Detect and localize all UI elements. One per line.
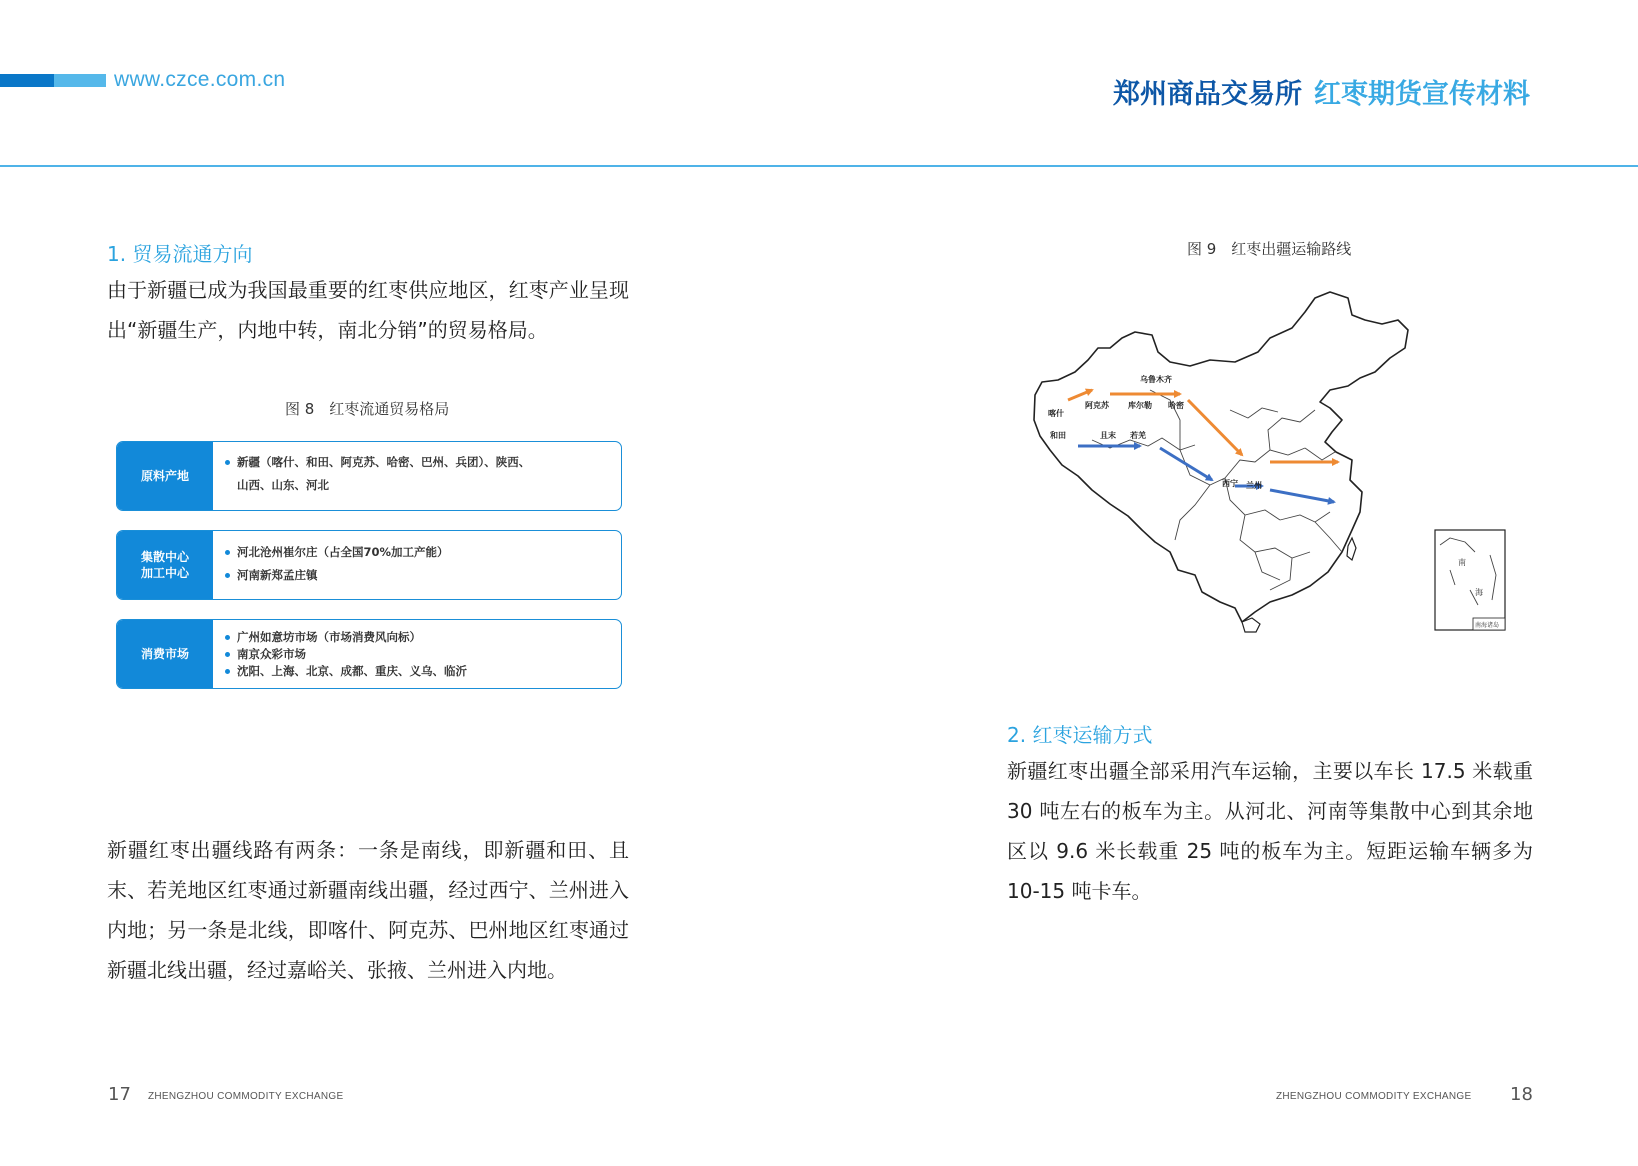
map-label-kashgar: 喀什 [1048,409,1064,418]
map-svg [1030,290,1530,670]
bullet-icon [225,573,230,578]
flow-box-consumer [116,619,622,689]
list-item: 河南新郑孟庄镇 [223,567,613,584]
map-label-qiemo: 且末 [1100,431,1116,440]
header-accent-bar-light [54,74,106,87]
map-label-hami: 哈密 [1168,401,1184,410]
bullet-icon [225,669,230,674]
flow-label-consumer: 消费市场 [117,620,213,688]
map-inset-caption: 南海诸岛 [1475,622,1500,629]
china-route-map [1030,290,1530,670]
list-item: 新疆（喀什、和田、阿克苏、哈密、巴州、兵团）、陕西、 [223,454,613,471]
flow-label-origin: 原料产地 [117,442,213,510]
intro-paragraph: 由于新疆已成为我国最重要的红枣供应地区，红枣产业呈现出“新疆生产，内地中转，南北分销”的贸易格局。 [107,278,629,342]
routes-paragraph: 新疆红枣出疆线路有两条：一条是南线，即新疆和田、且末、若羌地区红枣通过新疆南线出疆，经过西宁、兰州进入内地；另一条是北线，即喀什、阿克苏、巴州地区红枣通过新疆北线出疆，经过嘉峪关、张掖、兰州进入内地。 [107,838,629,982]
flow-items-consumer [223,629,613,680]
list-item: 河北沧州崔尔庄（占全国70%加工产能） [223,544,613,561]
bullet-icon [225,652,230,657]
map-label-lanzhou: 兰州 [1246,481,1262,490]
flow-items-distribution [223,544,613,584]
list-item: 南京众彩市场 [223,646,613,663]
flow-box-origin [116,441,622,511]
list-item: 沈阳、上海、北京、成都、重庆、义乌、临沂 [223,663,613,680]
map-label-ruoqiang: 若羌 [1130,431,1146,440]
map-label-hotan: 和田 [1050,431,1066,440]
header-divider [0,165,1638,167]
figure-8-caption: 图 8 红枣流通贸易格局 [285,400,450,418]
map-label-urumqi: 乌鲁木齐 [1140,375,1172,384]
map-label-korla: 库尔勒 [1128,401,1152,410]
header-accent-bar-dark [0,74,54,87]
page-number-right: 18 [1510,1084,1533,1105]
list-item: 山西、山东、河北 [237,478,329,492]
bullet-icon [225,460,230,465]
bullet-icon [225,635,230,640]
flow-items-origin [223,454,613,494]
map-taiwan [1347,538,1356,560]
section-title-transport: 2. 红枣运输方式 [1007,723,1153,747]
transport-paragraph: 新疆红枣出疆全部采用汽车运输，主要以车长 17.5 米载重 30 吨左右的板车为主。从河北、河南等集散中心到其余地区以 9.6 米长载重 25 吨的板车为主。短距运输车辆多为 10-15 吨卡车。 [1007,759,1533,903]
page-number-left: 17 [108,1084,131,1105]
map-label-aksu: 阿克苏 [1085,401,1109,410]
footer-text-left: ZHENGZHOU COMMODITY EXCHANGE [148,1091,344,1102]
flow-box-distribution [116,530,622,600]
figure-9-caption: 图 9 红枣出疆运输路线 [1187,240,1352,258]
map-inset-box [1435,530,1505,630]
map-label-xining: 西宁 [1222,479,1238,488]
section-title-trade-flow: 1. 贸易流通方向 [107,242,253,266]
header-title-main: 郑州商品交易所 [1113,79,1302,110]
bullet-icon [225,550,230,555]
map-inset-label-nan: 南 [1458,558,1466,567]
header-title-sub: 红枣期货宣传材料 [1314,79,1530,110]
footer-text-right: ZHENGZHOU COMMODITY EXCHANGE [1276,1091,1472,1102]
map-inset-label-hai: 海 [1475,588,1483,597]
flow-label-distribution: 集散中心 加工中心 [117,531,213,599]
map-outline [1034,292,1408,622]
list-item: 广州如意坊市场（市场消费风向标） [223,629,613,646]
header-title [1113,72,1530,111]
header-url-link[interactable]: www.czce.com.cn [114,68,286,91]
